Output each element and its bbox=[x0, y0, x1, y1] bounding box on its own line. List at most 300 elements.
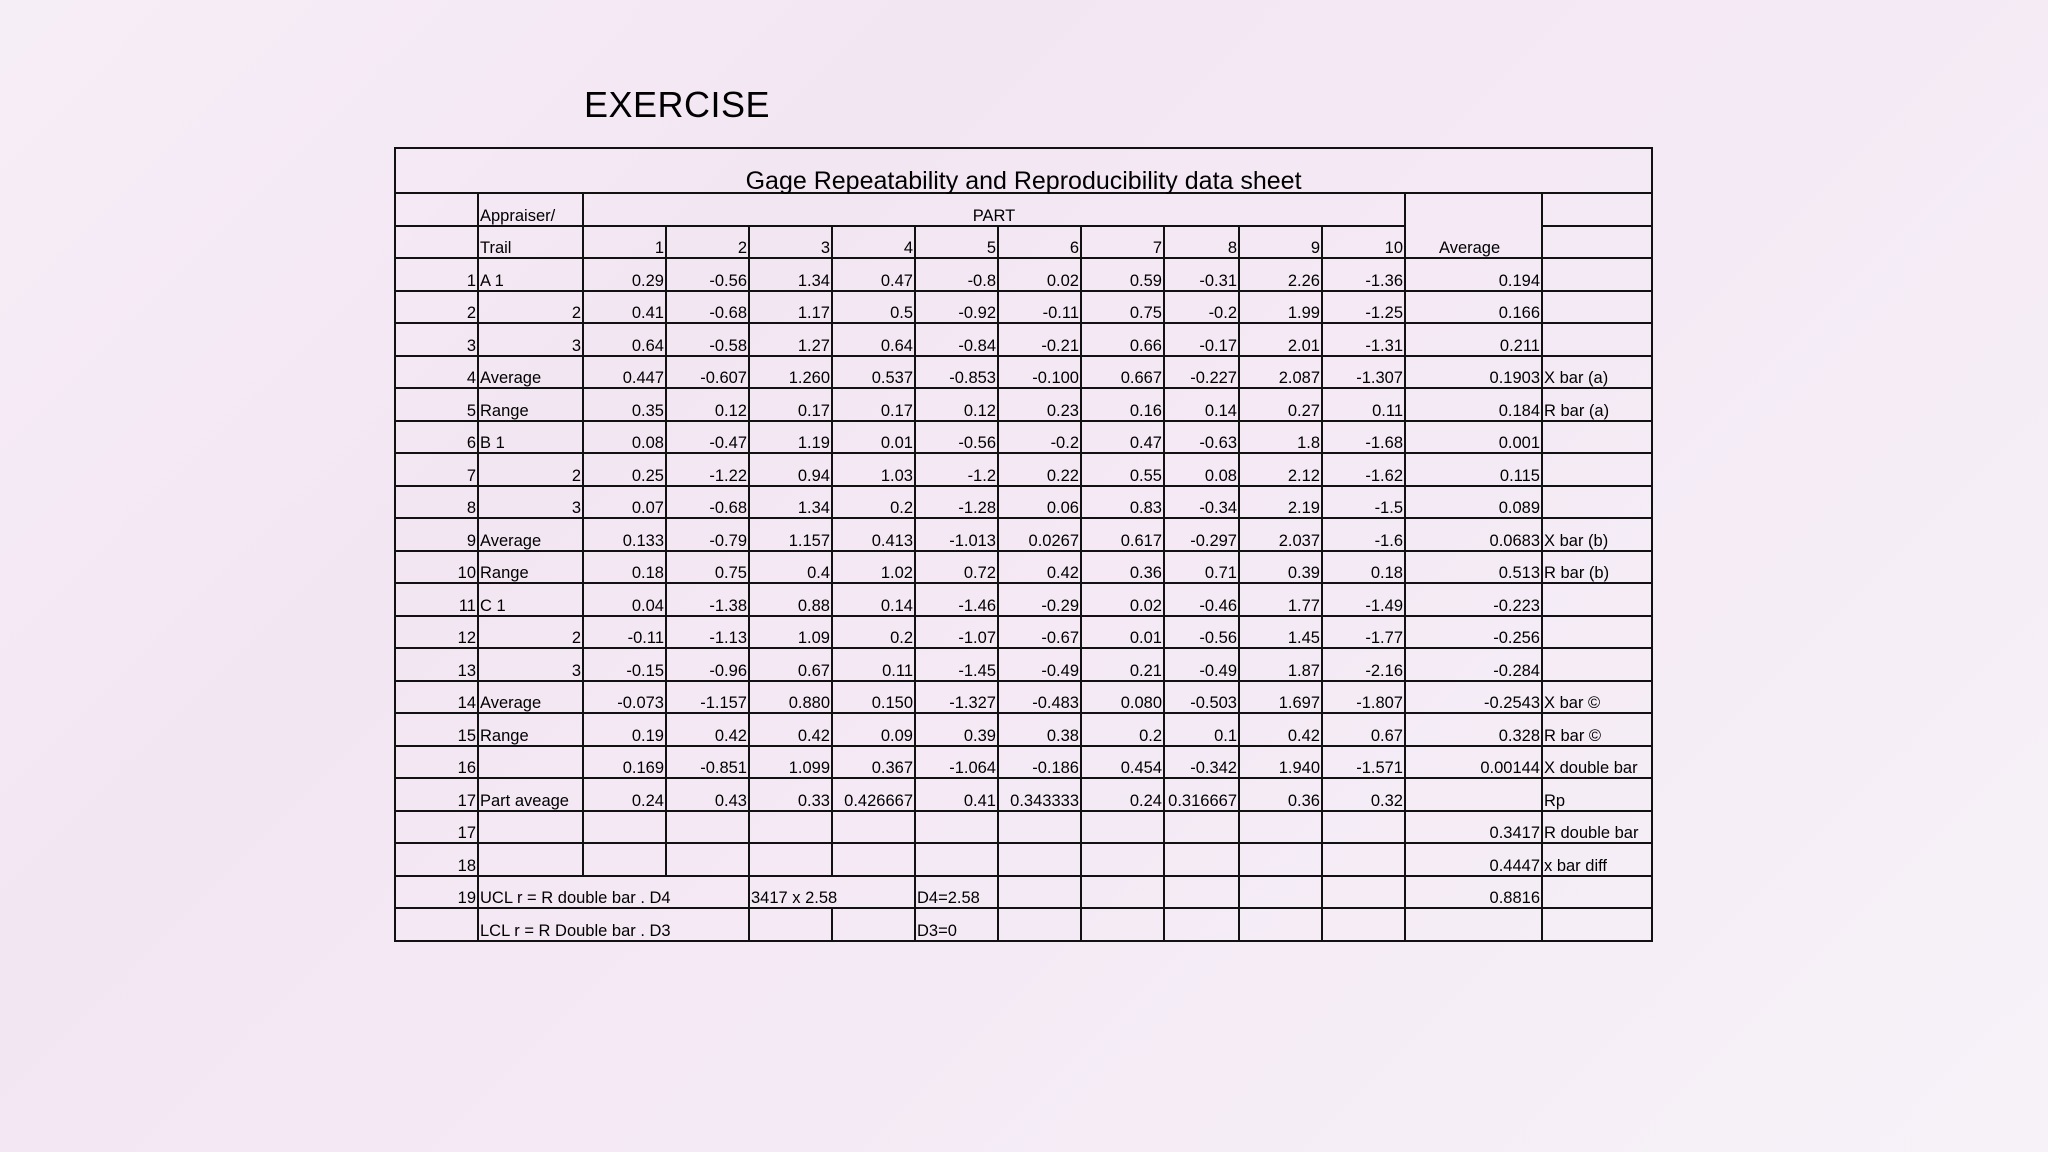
row-label: Average bbox=[478, 681, 583, 714]
data-cell bbox=[1164, 843, 1239, 876]
data-cell: -1.77 bbox=[1322, 616, 1405, 649]
part-number: 8 bbox=[1164, 226, 1239, 259]
data-cell: 2.01 bbox=[1239, 323, 1322, 356]
row-average: 0.4447 bbox=[1405, 843, 1542, 876]
data-cell: -0.503 bbox=[1164, 681, 1239, 714]
part-header: PART bbox=[583, 193, 1405, 226]
data-cell: -0.21 bbox=[998, 323, 1081, 356]
data-cell: -0.31 bbox=[1164, 258, 1239, 291]
data-cell: -0.11 bbox=[583, 616, 666, 649]
data-cell: -0.297 bbox=[1164, 518, 1239, 551]
header-blank bbox=[395, 226, 478, 259]
data-cell: 0.12 bbox=[666, 388, 749, 421]
data-cell: -0.342 bbox=[1164, 746, 1239, 779]
data-cell: 0.343333 bbox=[998, 778, 1081, 811]
part-number: 10 bbox=[1322, 226, 1405, 259]
data-cell: -0.29 bbox=[998, 583, 1081, 616]
row-number: 8 bbox=[395, 486, 478, 519]
data-cell: 0.22 bbox=[998, 453, 1081, 486]
data-cell: 0.367 bbox=[832, 746, 915, 779]
row-note: X bar (b) bbox=[1542, 518, 1652, 551]
table-row bbox=[395, 583, 1652, 616]
row-note: R bar © bbox=[1542, 713, 1652, 746]
data-cell: -0.100 bbox=[998, 356, 1081, 389]
data-cell bbox=[1081, 843, 1164, 876]
data-cell: 0.43 bbox=[666, 778, 749, 811]
row-number: 5 bbox=[395, 388, 478, 421]
average-header: Average bbox=[1405, 193, 1542, 258]
data-cell: 0.2 bbox=[1081, 713, 1164, 746]
data-cell: 1.099 bbox=[749, 746, 832, 779]
data-cell: 1.157 bbox=[749, 518, 832, 551]
data-cell: 0.35 bbox=[583, 388, 666, 421]
d3-value: D3=0 bbox=[915, 908, 998, 941]
row-label: 3 bbox=[478, 486, 583, 519]
row-note bbox=[1542, 323, 1652, 356]
data-cell: 0.94 bbox=[749, 453, 832, 486]
data-cell bbox=[583, 811, 666, 844]
data-cell: -1.571 bbox=[1322, 746, 1405, 779]
data-cell: -1.49 bbox=[1322, 583, 1405, 616]
data-cell: 0.47 bbox=[1081, 421, 1164, 454]
row-label: Part aveage bbox=[478, 778, 583, 811]
data-cell: 2.087 bbox=[1239, 356, 1322, 389]
data-cell: 0.16 bbox=[1081, 388, 1164, 421]
data-cell: -0.68 bbox=[666, 291, 749, 324]
row-number: 4 bbox=[395, 356, 478, 389]
data-cell: -0.186 bbox=[998, 746, 1081, 779]
data-cell: 1.34 bbox=[749, 486, 832, 519]
slide-title: EXERCISE bbox=[584, 84, 771, 125]
data-cell: -0.8 bbox=[915, 258, 998, 291]
data-cell bbox=[1081, 811, 1164, 844]
data-cell: -0.851 bbox=[666, 746, 749, 779]
row-number: 3 bbox=[395, 323, 478, 356]
table-row bbox=[395, 746, 1652, 779]
data-cell: 0.1 bbox=[1164, 713, 1239, 746]
data-cell: 0.12 bbox=[915, 388, 998, 421]
data-cell: -1.013 bbox=[915, 518, 998, 551]
data-cell: -1.5 bbox=[1322, 486, 1405, 519]
data-cell: 0.04 bbox=[583, 583, 666, 616]
blank-cell bbox=[998, 876, 1081, 909]
blank-cell bbox=[1239, 908, 1322, 941]
data-cell: 0.880 bbox=[749, 681, 832, 714]
data-cell: -1.22 bbox=[666, 453, 749, 486]
data-cell: -1.62 bbox=[1322, 453, 1405, 486]
data-cell: 2.12 bbox=[1239, 453, 1322, 486]
part-number: 7 bbox=[1081, 226, 1164, 259]
row-average: 0.00144 bbox=[1405, 746, 1542, 779]
data-cell bbox=[1164, 811, 1239, 844]
data-cell: -1.36 bbox=[1322, 258, 1405, 291]
data-cell: 0.29 bbox=[583, 258, 666, 291]
blank-cell bbox=[1239, 876, 1322, 909]
data-cell: -0.67 bbox=[998, 616, 1081, 649]
data-cell: 0.64 bbox=[832, 323, 915, 356]
data-cell: 0.09 bbox=[832, 713, 915, 746]
data-cell bbox=[832, 843, 915, 876]
data-cell: 0.33 bbox=[749, 778, 832, 811]
data-cell: 2.19 bbox=[1239, 486, 1322, 519]
data-cell bbox=[749, 811, 832, 844]
data-cell bbox=[915, 843, 998, 876]
data-cell: -0.34 bbox=[1164, 486, 1239, 519]
row-average: 0.115 bbox=[1405, 453, 1542, 486]
trail-header: Trail bbox=[478, 226, 583, 259]
row-average: -0.2543 bbox=[1405, 681, 1542, 714]
blank-cell bbox=[1081, 876, 1164, 909]
table-row bbox=[395, 323, 1652, 356]
row-label bbox=[478, 843, 583, 876]
data-cell: 0.08 bbox=[1164, 453, 1239, 486]
data-cell: 0.42 bbox=[749, 713, 832, 746]
data-cell: 0.27 bbox=[1239, 388, 1322, 421]
header-row-1 bbox=[395, 193, 1652, 226]
data-cell: 0.59 bbox=[1081, 258, 1164, 291]
data-cell: 1.99 bbox=[1239, 291, 1322, 324]
row-note: X bar © bbox=[1542, 681, 1652, 714]
table-row bbox=[395, 778, 1652, 811]
row-average: 0.184 bbox=[1405, 388, 1542, 421]
table-row bbox=[395, 843, 1652, 876]
table-row bbox=[395, 453, 1652, 486]
row-label: 3 bbox=[478, 323, 583, 356]
blank-cell bbox=[1542, 876, 1652, 909]
gage-rr-data-sheet bbox=[394, 147, 1653, 942]
data-cell: 0.18 bbox=[583, 551, 666, 584]
row-number: 2 bbox=[395, 291, 478, 324]
row-label: Range bbox=[478, 388, 583, 421]
data-cell: 0.4 bbox=[749, 551, 832, 584]
data-cell: 0.36 bbox=[1081, 551, 1164, 584]
data-cell: -0.46 bbox=[1164, 583, 1239, 616]
data-cell: -0.073 bbox=[583, 681, 666, 714]
header-blank bbox=[395, 193, 478, 226]
data-cell: -1.45 bbox=[915, 648, 998, 681]
data-cell: 0.02 bbox=[1081, 583, 1164, 616]
part-number: 2 bbox=[666, 226, 749, 259]
data-cell: -0.483 bbox=[998, 681, 1081, 714]
data-cell: -1.25 bbox=[1322, 291, 1405, 324]
data-cell: 0.18 bbox=[1322, 551, 1405, 584]
table-row bbox=[395, 713, 1652, 746]
table-row bbox=[395, 551, 1652, 584]
row-average: 0.194 bbox=[1405, 258, 1542, 291]
data-cell: -1.28 bbox=[915, 486, 998, 519]
row-average: 0.089 bbox=[1405, 486, 1542, 519]
note-header-blank bbox=[1542, 226, 1652, 259]
data-cell: 0.080 bbox=[1081, 681, 1164, 714]
data-cell: 0.17 bbox=[832, 388, 915, 421]
data-cell: -1.31 bbox=[1322, 323, 1405, 356]
data-cell bbox=[998, 811, 1081, 844]
row-average: 0.0683 bbox=[1405, 518, 1542, 551]
row-average: 0.166 bbox=[1405, 291, 1542, 324]
data-cell bbox=[915, 811, 998, 844]
row-number: 11 bbox=[395, 583, 478, 616]
row-label: Average bbox=[478, 518, 583, 551]
row-number: 7 bbox=[395, 453, 478, 486]
data-cell: -0.2 bbox=[1164, 291, 1239, 324]
data-cell: 1.02 bbox=[832, 551, 915, 584]
data-cell: -0.58 bbox=[666, 323, 749, 356]
data-cell: 0.75 bbox=[1081, 291, 1164, 324]
data-cell: 1.87 bbox=[1239, 648, 1322, 681]
row-number: 17 bbox=[395, 811, 478, 844]
data-cell: 1.19 bbox=[749, 421, 832, 454]
blank-cell bbox=[1164, 876, 1239, 909]
data-cell: 1.17 bbox=[749, 291, 832, 324]
data-cell: -0.2 bbox=[998, 421, 1081, 454]
row-average: 0.1903 bbox=[1405, 356, 1542, 389]
data-cell: 0.24 bbox=[1081, 778, 1164, 811]
data-cell: -0.47 bbox=[666, 421, 749, 454]
data-cell: 0.25 bbox=[583, 453, 666, 486]
row-number: 9 bbox=[395, 518, 478, 551]
part-number: 3 bbox=[749, 226, 832, 259]
ucl-formula: UCL r = R double bar . D4 bbox=[478, 876, 749, 909]
blank-cell bbox=[1542, 908, 1652, 941]
data-cell: 0.23 bbox=[998, 388, 1081, 421]
row-note: x bar diff bbox=[1542, 843, 1652, 876]
data-cell: 0.41 bbox=[915, 778, 998, 811]
lcl-row bbox=[395, 908, 1652, 941]
row-number: 1 bbox=[395, 258, 478, 291]
data-cell: 1.940 bbox=[1239, 746, 1322, 779]
data-cell: 0.11 bbox=[832, 648, 915, 681]
data-cell: 0.42 bbox=[998, 551, 1081, 584]
data-cell: 0.71 bbox=[1164, 551, 1239, 584]
data-cell: -0.853 bbox=[915, 356, 998, 389]
row-average: -0.284 bbox=[1405, 648, 1542, 681]
table-row bbox=[395, 421, 1652, 454]
table-row bbox=[395, 811, 1652, 844]
data-cell: 0.67 bbox=[1322, 713, 1405, 746]
data-cell: -0.49 bbox=[1164, 648, 1239, 681]
data-cell: 0.2 bbox=[832, 486, 915, 519]
table-row bbox=[395, 616, 1652, 649]
data-cell bbox=[1239, 843, 1322, 876]
part-number: 5 bbox=[915, 226, 998, 259]
data-cell: 0.2 bbox=[832, 616, 915, 649]
row-number: 10 bbox=[395, 551, 478, 584]
data-cell bbox=[998, 843, 1081, 876]
row-note: X double bar bbox=[1542, 746, 1652, 779]
row-label: 2 bbox=[478, 291, 583, 324]
table-row bbox=[395, 388, 1652, 421]
part-number: 6 bbox=[998, 226, 1081, 259]
table-row bbox=[395, 291, 1652, 324]
data-cell: 0.55 bbox=[1081, 453, 1164, 486]
row-label: 2 bbox=[478, 453, 583, 486]
row-label: 2 bbox=[478, 616, 583, 649]
row-average: 0.211 bbox=[1405, 323, 1542, 356]
data-cell: -1.807 bbox=[1322, 681, 1405, 714]
data-cell: 0.47 bbox=[832, 258, 915, 291]
data-cell: 0.38 bbox=[998, 713, 1081, 746]
data-cell: 0.0267 bbox=[998, 518, 1081, 551]
data-cell: 0.08 bbox=[583, 421, 666, 454]
row-number: 14 bbox=[395, 681, 478, 714]
row-note: R bar (b) bbox=[1542, 551, 1652, 584]
row-number: 18 bbox=[395, 843, 478, 876]
data-cell: 0.413 bbox=[832, 518, 915, 551]
data-cell bbox=[583, 843, 666, 876]
row-average: 0.328 bbox=[1405, 713, 1542, 746]
row-label: 3 bbox=[478, 648, 583, 681]
data-cell: 1.27 bbox=[749, 323, 832, 356]
row-label: C 1 bbox=[478, 583, 583, 616]
blank-cell bbox=[1164, 908, 1239, 941]
part-number: 9 bbox=[1239, 226, 1322, 259]
data-cell bbox=[749, 843, 832, 876]
row-note: Rp bbox=[1542, 778, 1652, 811]
row-number: 16 bbox=[395, 746, 478, 779]
table-row bbox=[395, 258, 1652, 291]
data-cell: 0.07 bbox=[583, 486, 666, 519]
data-cell: 1.77 bbox=[1239, 583, 1322, 616]
data-cell: 0.316667 bbox=[1164, 778, 1239, 811]
data-cell bbox=[1322, 811, 1405, 844]
data-cell: -0.49 bbox=[998, 648, 1081, 681]
row-average: 0.001 bbox=[1405, 421, 1542, 454]
data-cell: 0.150 bbox=[832, 681, 915, 714]
data-cell: 1.34 bbox=[749, 258, 832, 291]
data-cell: 0.75 bbox=[666, 551, 749, 584]
row-note: X bar (a) bbox=[1542, 356, 1652, 389]
row-number: 15 bbox=[395, 713, 478, 746]
row-average: -0.223 bbox=[1405, 583, 1542, 616]
table-row bbox=[395, 356, 1652, 389]
data-cell: -1.46 bbox=[915, 583, 998, 616]
data-cell: 0.19 bbox=[583, 713, 666, 746]
row-number: 17 bbox=[395, 778, 478, 811]
data-cell: 0.41 bbox=[583, 291, 666, 324]
data-cell bbox=[1322, 843, 1405, 876]
row-number: 13 bbox=[395, 648, 478, 681]
ucl-row bbox=[395, 876, 1652, 909]
row-label: Average bbox=[478, 356, 583, 389]
data-cell: -1.157 bbox=[666, 681, 749, 714]
row-note bbox=[1542, 421, 1652, 454]
row-note bbox=[1542, 616, 1652, 649]
data-cell: 0.454 bbox=[1081, 746, 1164, 779]
data-cell: 0.64 bbox=[583, 323, 666, 356]
blank-cell bbox=[1405, 908, 1542, 941]
data-cell: -1.38 bbox=[666, 583, 749, 616]
blank-cell bbox=[1322, 908, 1405, 941]
data-cell: -0.607 bbox=[666, 356, 749, 389]
row-note bbox=[1542, 648, 1652, 681]
row-average: -0.256 bbox=[1405, 616, 1542, 649]
row-label: B 1 bbox=[478, 421, 583, 454]
data-cell: 2.037 bbox=[1239, 518, 1322, 551]
data-cell: 0.66 bbox=[1081, 323, 1164, 356]
data-cell: 0.01 bbox=[1081, 616, 1164, 649]
appraiser-header: Appraiser/ bbox=[478, 193, 583, 226]
data-cell: -0.92 bbox=[915, 291, 998, 324]
data-cell: -1.6 bbox=[1322, 518, 1405, 551]
data-cell bbox=[832, 811, 915, 844]
data-cell: 1.8 bbox=[1239, 421, 1322, 454]
row-average: 0.3417 bbox=[1405, 811, 1542, 844]
data-cell: 0.169 bbox=[583, 746, 666, 779]
row-note bbox=[1542, 258, 1652, 291]
data-cell: -0.56 bbox=[915, 421, 998, 454]
row-number: 19 bbox=[395, 876, 478, 909]
data-cell: 0.32 bbox=[1322, 778, 1405, 811]
data-cell: 0.42 bbox=[666, 713, 749, 746]
data-cell: 0.67 bbox=[749, 648, 832, 681]
lcl-formula: LCL r = R Double bar . D3 bbox=[478, 908, 749, 941]
data-cell: -2.16 bbox=[1322, 648, 1405, 681]
blank-cell bbox=[998, 908, 1081, 941]
data-cell bbox=[666, 811, 749, 844]
row-note: R bar (a) bbox=[1542, 388, 1652, 421]
data-cell: 0.39 bbox=[1239, 551, 1322, 584]
blank-cell bbox=[749, 908, 832, 941]
row-label bbox=[478, 811, 583, 844]
note-header-blank bbox=[1542, 193, 1652, 226]
data-cell: 0.06 bbox=[998, 486, 1081, 519]
data-cell: 0.88 bbox=[749, 583, 832, 616]
data-cell: 1.03 bbox=[832, 453, 915, 486]
sheet-title: Gage Repeatability and Reproducibility data sheet bbox=[395, 148, 1652, 193]
data-cell: -0.84 bbox=[915, 323, 998, 356]
data-cell: 0.14 bbox=[1164, 388, 1239, 421]
data-cell: 0.72 bbox=[915, 551, 998, 584]
data-cell: 0.24 bbox=[583, 778, 666, 811]
row-note bbox=[1542, 583, 1652, 616]
data-cell: 1.09 bbox=[749, 616, 832, 649]
data-cell: 1.45 bbox=[1239, 616, 1322, 649]
data-cell: -0.15 bbox=[583, 648, 666, 681]
data-cell: 0.39 bbox=[915, 713, 998, 746]
data-cell bbox=[666, 843, 749, 876]
data-cell: -0.17 bbox=[1164, 323, 1239, 356]
data-cell: -1.307 bbox=[1322, 356, 1405, 389]
table-row bbox=[395, 486, 1652, 519]
data-cell: 0.617 bbox=[1081, 518, 1164, 551]
data-cell: -1.2 bbox=[915, 453, 998, 486]
data-cell: 1.260 bbox=[749, 356, 832, 389]
part-number: 4 bbox=[832, 226, 915, 259]
data-cell: 0.17 bbox=[749, 388, 832, 421]
row-note: R double bar bbox=[1542, 811, 1652, 844]
table-row bbox=[395, 648, 1652, 681]
data-cell: 0.5 bbox=[832, 291, 915, 324]
data-cell: -1.13 bbox=[666, 616, 749, 649]
ucl-calculation: 3417 x 2.58 bbox=[749, 876, 915, 909]
data-cell: 0.36 bbox=[1239, 778, 1322, 811]
row-note bbox=[1542, 453, 1652, 486]
data-cell: 0.01 bbox=[832, 421, 915, 454]
data-cell: -1.07 bbox=[915, 616, 998, 649]
row-label: Range bbox=[478, 551, 583, 584]
data-cell: 0.426667 bbox=[832, 778, 915, 811]
data-cell: 0.21 bbox=[1081, 648, 1164, 681]
data-cell bbox=[1239, 811, 1322, 844]
data-cell: 1.697 bbox=[1239, 681, 1322, 714]
row-number bbox=[395, 908, 478, 941]
row-number: 6 bbox=[395, 421, 478, 454]
row-average: 0.513 bbox=[1405, 551, 1542, 584]
data-cell: -1.327 bbox=[915, 681, 998, 714]
data-cell: -0.96 bbox=[666, 648, 749, 681]
data-cell: 0.447 bbox=[583, 356, 666, 389]
data-cell: 0.83 bbox=[1081, 486, 1164, 519]
